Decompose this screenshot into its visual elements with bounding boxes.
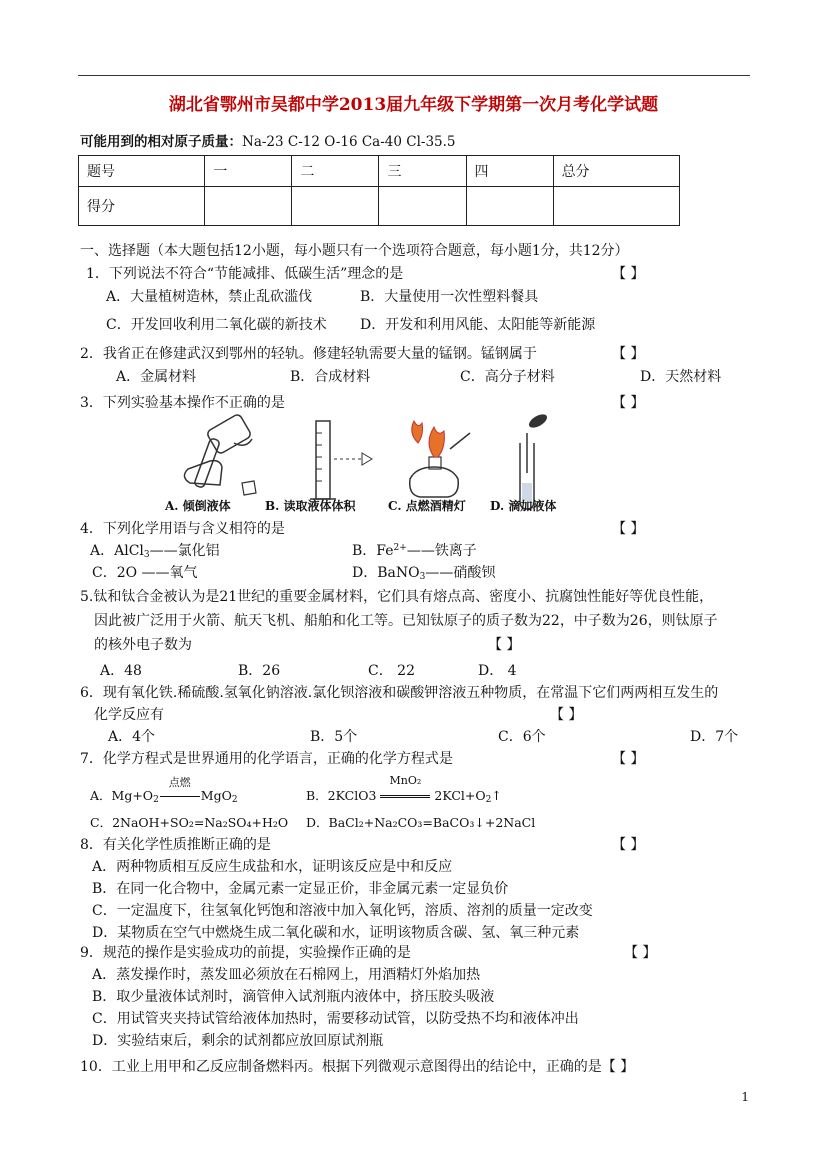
score-cell[interactable] <box>205 187 292 226</box>
score-header: 二 <box>292 156 379 187</box>
q4-option-b: B．$Fe^{2+}——$铁离子 <box>352 543 477 559</box>
q5-option-d: D． 4 <box>478 663 517 679</box>
q3-stem: 3．下列实验基本操作不正确的是 <box>80 395 285 411</box>
q4-option-c: C．2O ——氧气 <box>92 565 198 581</box>
score-header: 题号 <box>79 156 205 187</box>
q9-option-b: B．取少量液体试剂时，滴管伸入试剂瓶内液体中，挤压胶头吸液 <box>92 989 495 1005</box>
q9-option-a: A．蒸发操作时，蒸发皿必须放在石棉网上，用酒精灯外焰加热 <box>92 967 481 983</box>
pouring-liquid-illustration <box>184 413 256 495</box>
score-header: 四 <box>466 156 553 187</box>
q2-option-b: B．合成材料 <box>290 369 371 385</box>
q9-option-c: C．用试管夹夹持试管给液体加热时，需要移动试管，以防受热不均和液体冲出 <box>92 1011 579 1027</box>
q5-line-2: 因此被广泛用于火箭、航天飞机、船舶和化工等。已知钛原子的质子数为22，中子数为26，则钛原子 <box>94 613 718 629</box>
q4-stem: 4．下列化学用语与含义相符的是 <box>80 521 285 537</box>
section-heading: 一、选择题（本大题包括12小题，每小题只有一个选项符合题意，每小题1分，共12分） <box>80 243 629 259</box>
figure-caption-c: C. 点燃酒精灯 <box>388 499 466 513</box>
top-rule <box>78 75 750 76</box>
q2-option-c: C．高分子材料 <box>460 369 555 385</box>
page-title: 湖北省鄂州市吴都中学2013届九年级下学期第一次月考化学试题 <box>168 95 659 115</box>
answer-bracket: 【 】 <box>488 637 521 653</box>
q8-option-d: D．某物质在空气中燃烧生成二氧化碳和水，证明该物质含碳、氢、氧三种元素 <box>92 925 580 941</box>
q5-line-1: 5.钛和钛合金被认为是21世纪的重要金属材料，它们具有熔点高、密度小、抗腐蚀性能好等优良性能， <box>80 589 714 605</box>
answer-bracket: 【 】 <box>550 707 583 723</box>
q7-option-a: A．$Mg+O_2$ 点燃 MgO$_2$ <box>90 776 238 805</box>
q2-stem: 2．我省正在修建武汉到鄂州的轻轨。修建轻轨需要大量的锰钢。锰钢属于 <box>80 346 537 362</box>
q7-stem: 7．化学方程式是世界通用的化学语言，正确的化学方程式是 <box>80 751 453 767</box>
score-header: 总分 <box>553 156 679 187</box>
q6-line-2: 化学反应有 <box>94 707 164 723</box>
answer-bracket: 【 】 <box>612 751 645 767</box>
q7-option-b: B．2KClO3 MnO₂ $2KCl+O_2↑$ <box>306 774 502 805</box>
answer-bracket: 【 】 <box>612 395 645 411</box>
score-table <box>78 155 680 226</box>
dropper-illustration <box>520 413 549 509</box>
q2-option-d: D．天然材料 <box>640 369 722 385</box>
page-number: 1 <box>741 1090 749 1104</box>
q1-option-a: A．大量植树造林，禁止乱砍滥伐 <box>106 289 313 305</box>
q6-option-c: C．6个 <box>498 729 546 745</box>
answer-bracket: 【 】 <box>612 521 645 537</box>
q6-option-d: D．7个 <box>690 729 739 745</box>
q7-option-c: C．2NaOH+SO₂=Na₂SO₄+H₂O <box>90 815 289 830</box>
reading-volume-illustration <box>310 421 372 499</box>
q9-option-d: D．实验结束后，剩余的试剂都应放回原试剂瓶 <box>92 1033 384 1049</box>
q1-option-b: B．大量使用一次性塑料餐具 <box>360 289 539 305</box>
q8-stem: 8．有关化学性质推断正确的是 <box>80 837 271 853</box>
answer-bracket: 【 】 <box>624 945 657 961</box>
q4-option-a: A．AlCl$_3$——氯化铝 <box>90 543 220 560</box>
q1-option-c: C．开发回收利用二氧化碳的新技术 <box>106 317 327 333</box>
q6-option-a: A．4个 <box>108 729 156 745</box>
answer-bracket: 【 】 <box>612 837 645 853</box>
q5-option-c: C． 22 <box>368 663 415 679</box>
score-cell[interactable] <box>292 187 379 226</box>
score-cell[interactable] <box>379 187 466 226</box>
q5-option-a: A．48 <box>100 663 142 679</box>
q8-option-b: B．在同一化合物中，金属元素一定显正价，非金属元素一定显负价 <box>92 881 509 897</box>
q5-line-3: 的核外电子数为 <box>94 637 192 653</box>
figure-caption-a: A. 倾倒液体 <box>165 499 231 513</box>
score-cell[interactable] <box>553 187 679 226</box>
q6-option-b: B．5个 <box>310 729 358 745</box>
score-cell[interactable] <box>466 187 553 226</box>
atomic-mass-line <box>80 130 456 150</box>
atomic-mass-label: 可能用到的相对原子质量： <box>80 134 242 150</box>
q5-option-b: B．26 <box>238 663 281 679</box>
q8-option-c: C．一定温度下，往氢氧化钙饱和溶液中加入氧化钙，溶质、溶剂的质量一定改变 <box>92 903 593 919</box>
q9-stem: 9．规范的操作是实验成功的前提，实验操作正确的是 <box>80 945 411 961</box>
score-row-label: 得分 <box>79 187 205 226</box>
q1-stem: 1．下列说法不符合“节能减排、低碳生活”理念的是 <box>86 266 404 282</box>
q10-stem: 10．工业上用甲和乙反应制备燃料丙。根据下列微观示意图得出的结论中，正确的是【 】 <box>80 1059 635 1075</box>
atomic-mass-values: Na-23 C-12 O-16 Ca-40 Cl-35.5 <box>242 134 456 150</box>
alcohol-lamp-illustration <box>410 421 470 497</box>
score-header: 一 <box>205 156 292 187</box>
answer-bracket: 【 】 <box>612 266 645 282</box>
q8-option-a: A．两种物质相互反应生成盐和水，证明该反应是中和反应 <box>92 859 453 875</box>
q6-line-1: 6．现有氧化铁.稀硫酸.氢氧化钠溶液.氯化钡溶液和碳酸钾溶液五种物质，在常温下它们两两相互发生的 <box>80 685 719 701</box>
q7-option-d: D．BaCl₂+Na₂CO₃=BaCO₃↓+2NaCl <box>306 815 536 830</box>
q2-option-a: A．金属材料 <box>116 369 197 385</box>
figure-caption-d: D. 滴加液体 <box>490 499 557 513</box>
q1-option-d: D．开发和利用风能、太阳能等新能源 <box>360 317 596 333</box>
q4-option-d: D．BaNO$_3$——硝酸钡 <box>352 565 496 582</box>
answer-bracket: 【 】 <box>612 346 645 362</box>
score-header: 三 <box>379 156 466 187</box>
figure-caption-b: B. 读取液体体积 <box>265 499 356 513</box>
